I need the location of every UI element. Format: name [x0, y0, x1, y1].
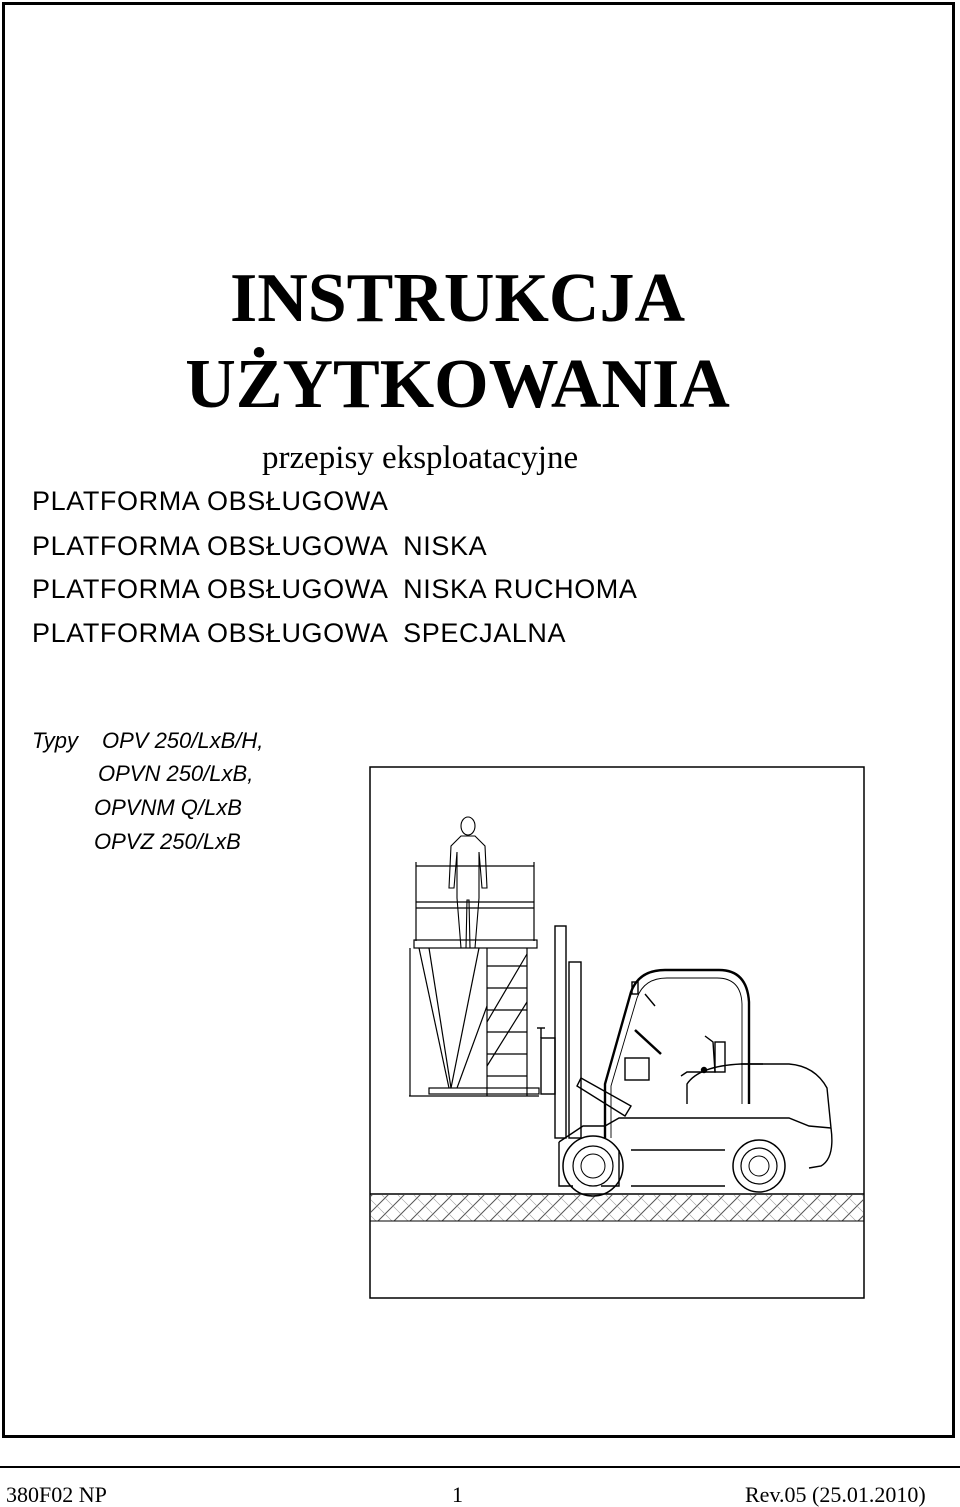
- forklift-wheels: [563, 1136, 785, 1196]
- platform-structure: [409, 862, 539, 1096]
- page-number: 1: [452, 1482, 463, 1507]
- type-item: OPVZ 250/LxB: [94, 829, 241, 854]
- platform-line: PLATFORMA OBSŁUGOWA SPECJALNA: [32, 618, 567, 648]
- type-item: OPVN 250/LxB,: [98, 761, 254, 786]
- platform-line: PLATFORMA OBSŁUGOWA NISKA RUCHOMA: [32, 574, 638, 604]
- platform-line: PLATFORMA OBSŁUGOWA NISKA: [32, 531, 488, 561]
- document-subtitle: przepisy eksploatacyjne: [262, 440, 579, 476]
- type-item: OPVNM Q/LxB: [94, 795, 242, 820]
- document-title-line2: UŻYTKOWANIA: [185, 346, 730, 423]
- ground-hatch: [370, 1194, 864, 1221]
- forklift-mast: [537, 926, 581, 1138]
- footer-rule: [0, 1466, 960, 1468]
- platform-line: PLATFORMA OBSŁUGOWA: [32, 486, 389, 516]
- types-label: Typy: [32, 728, 79, 753]
- person-figure: [449, 817, 487, 948]
- type-item: OPV 250/LxB/H,: [102, 728, 264, 753]
- document-code: 380F02 NP: [6, 1482, 107, 1507]
- document-title-line1: INSTRUKCJA: [229, 260, 686, 337]
- forklift-platform-illustration: [369, 766, 865, 1299]
- revision-label: Rev.05 (25.01.2010): [745, 1482, 926, 1507]
